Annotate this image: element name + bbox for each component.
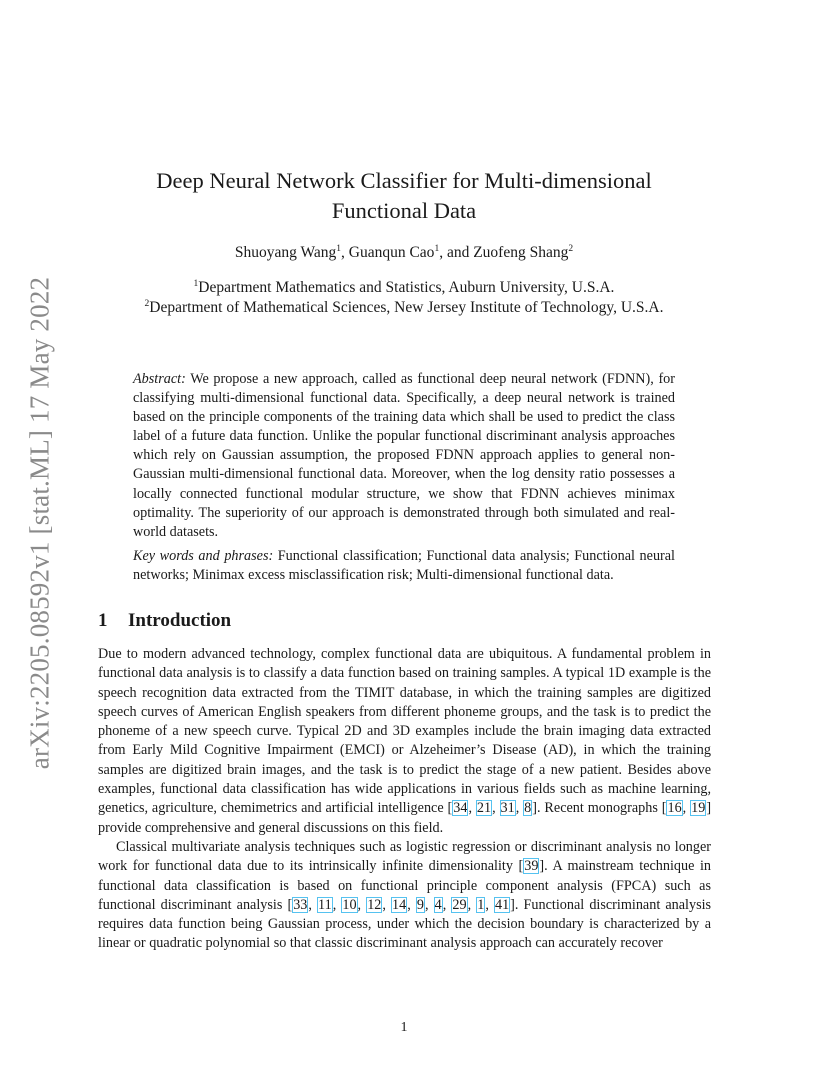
paragraph-text: , [492, 800, 500, 817]
citation-link[interactable]: 1 [477, 896, 485, 913]
affiliation-1 [100, 278, 708, 298]
title-line-1: Deep Neural Network Classifier for Multi-dimensional [156, 168, 652, 193]
citation-link[interactable]: 11 [318, 896, 332, 913]
author-separator: , [341, 244, 349, 261]
citation-link[interactable]: 19 [691, 800, 706, 817]
affiliation-2 [100, 298, 708, 318]
arxiv-margin-stamp [20, 270, 60, 775]
citation-link[interactable]: 16 [667, 800, 682, 817]
paragraph-text: ]. Functional discriminant analysis requires data function being Gaussian process, under which the decision boundary is characterized by a linear or quadratic polynomial so that classic discriminant analysis approach can accurately recover [98, 896, 712, 952]
paragraph-text: , [407, 896, 416, 913]
paragraph-text: , [485, 896, 494, 913]
paragraph-text: , [308, 896, 318, 913]
arxiv-identifier: arXiv:2205.08592v1 [stat.ML] 17 May 2022 [24, 276, 55, 769]
citation-link[interactable]: 33 [293, 896, 308, 913]
section-number: 1 [98, 610, 108, 631]
paragraph-text: , [442, 896, 452, 913]
paragraph-text: , [682, 800, 691, 817]
paragraph-text: , [357, 896, 367, 913]
title-line-2: Functional Data [331, 198, 477, 223]
author-separator: , and [439, 244, 474, 261]
paper-title [100, 166, 708, 226]
paragraph-text: , [515, 800, 524, 817]
affiliation-mark: 2 [568, 244, 574, 254]
section-title: Introduction [128, 610, 232, 631]
citation-link[interactable]: 14 [392, 896, 407, 913]
affiliation-mark: 1 [336, 244, 342, 254]
affiliation-mark: 1 [193, 279, 199, 289]
abstract-text: We propose a new approach, called as functional deep neural network (FDNN), for classifying multi-dimensional functional data. Specifically, a deep neural network is trained based on the principle components of the training data which shall be used to predict the class label of a future data function. Unlike the popular functional discriminant analysis approaches which rely on Gaussian assumption, the proposed FDNN approach applies to general non-Gaussian multi-dimensional functional data. Moreover, when the log density ratio possesses a locally connected functional modular structure, we show that FDNN achieves minimax optimality. The superiority of our approach is demonstrated through both simulated and real-world datasets. [133, 371, 675, 540]
keywords-text: Functional classification; Functional data analysis; Functional neural networks; Minimax excess misclassification risk; Multi-dimensional functional data. [133, 548, 675, 584]
citation-link[interactable]: 12 [367, 896, 382, 913]
abstract [133, 370, 675, 542]
paragraph-text: ] provide comprehensive and general discussions on this field. [98, 800, 712, 836]
abstract-label: Abstract: [133, 371, 186, 387]
citation-link[interactable]: 4 [434, 896, 442, 913]
paragraph-text: , [382, 896, 392, 913]
citation-link[interactable]: 39 [524, 858, 539, 875]
citation-link[interactable]: 9 [416, 896, 424, 913]
paragraph-text: , [467, 896, 477, 913]
paragraph-text: ]. Recent monographs [ [532, 800, 667, 817]
introduction-body [98, 645, 711, 954]
affiliation-text: Department of Mathematical Sciences, New Jersey Institute of Technology, U.S.A. [149, 299, 664, 316]
paragraph-text: ]. A mainstream technique in functional data classification is based on functional principle component analysis (FPCA) such as functional discriminant analysis [ [98, 858, 712, 913]
section-heading-introduction [98, 608, 231, 634]
author-name: Zuofeng Shang [473, 244, 569, 261]
paragraph-text: , [468, 800, 476, 817]
citation-link[interactable]: 10 [342, 896, 357, 913]
keywords [133, 547, 675, 585]
citation-link[interactable]: 31 [500, 800, 515, 817]
paragraph [98, 645, 711, 838]
citation-link[interactable]: 34 [453, 800, 468, 817]
affiliation-mark: 1 [434, 244, 440, 254]
author-name: Guanqun Cao [348, 244, 435, 261]
keywords-label: Key words and phrases: [133, 548, 274, 564]
paragraph-text: Classical multivariate analysis techniques such as logistic regression or discriminant analysis no longer work for functional data due to its intrinsically infinite dimensionality [ [98, 838, 711, 875]
citation-link[interactable]: 41 [494, 896, 510, 913]
paragraph [98, 838, 711, 954]
citation-link[interactable]: 8 [524, 800, 532, 817]
affiliation-text: Department Mathematics and Statistics, Auburn University, U.S.A. [198, 279, 615, 296]
citation-link[interactable]: 29 [452, 896, 467, 913]
page-number: 1 [400, 1020, 408, 1035]
paragraph-text: , [332, 896, 342, 913]
affiliation-mark: 2 [144, 299, 150, 309]
author-list [100, 243, 708, 263]
citation-link[interactable]: 21 [476, 800, 492, 817]
author-name: Shuoyang Wang [234, 244, 337, 261]
paragraph-text: , [424, 896, 434, 913]
paragraph-text: Due to modern advanced technology, complex functional data are ubiquitous. A fundamental problem in functional data analysis is to classify a data function based on training samples. A typical 1D example is the speech recognition data extracted from the TIMIT database, in which the training samples are digitized speech curves of American English speakers from different phoneme groups, and the task is to predict the phoneme of a new speech curve. Typical 2D and 3D examples include the brain imaging data extracted from Early Mild Cognitive Impairment (EMCI) or Alzeheimer’s Disease (AD), in which the training samples are digitized brain images, and the task is to predict the stage of a new patient. Besides above examples, functional data classification has wide applications in various fields such as machine learning, genetics, agriculture, chemimetrics and artificial intelligence [ [98, 646, 711, 817]
